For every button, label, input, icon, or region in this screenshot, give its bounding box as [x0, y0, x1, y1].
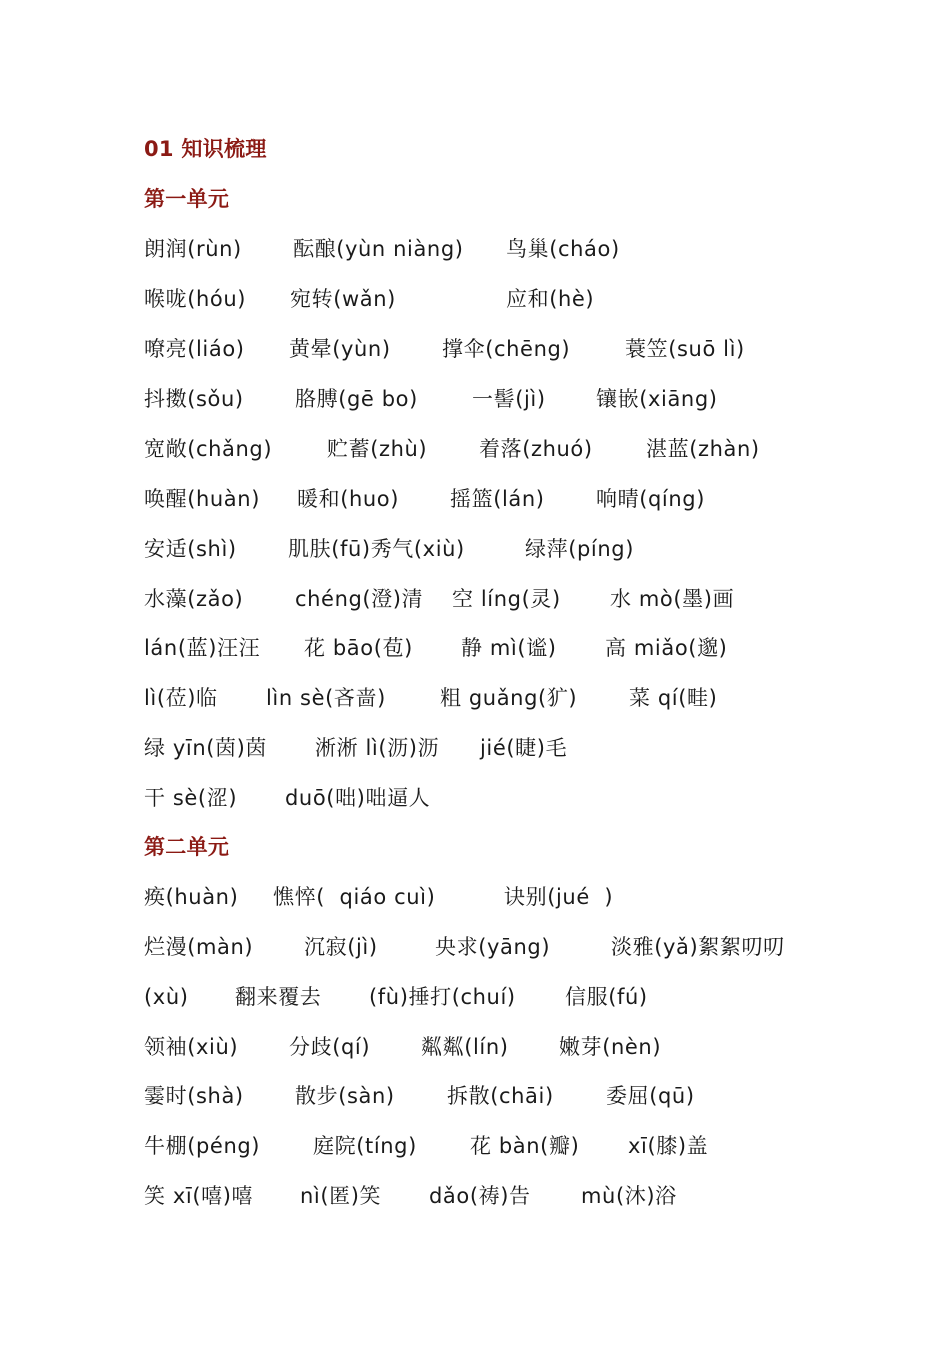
vocab-row: [144, 882, 614, 912]
vocab-item: 着落(zhuó): [479, 437, 593, 461]
vocab-item: 淡雅(yǎ)絮絮叨叨: [611, 935, 785, 959]
vocab-item: 诀别(jué ): [504, 885, 614, 909]
vocab-item: 抖擞(sǒu): [144, 387, 244, 411]
vocab-item: 憔悴( qiáo cuì): [273, 885, 436, 909]
vocab-item: 摇篮(lán): [450, 487, 545, 511]
vocab-item: 沉寂(jì): [304, 935, 378, 959]
vocab-item: 高 miǎo(邈): [605, 636, 728, 660]
vocab-row: [144, 484, 705, 514]
vocab-item: nì(匿)笑: [300, 1184, 382, 1208]
vocab-item: 菜 qí(畦): [629, 686, 718, 710]
vocab-item: 散步(sàn): [295, 1084, 395, 1108]
vocab-item: 笑 xī(嘻)嘻: [144, 1184, 254, 1208]
vocab-row: [144, 1131, 709, 1161]
vocab-item: 水藻(zǎo): [144, 587, 244, 611]
vocab-item: 拆散(chāi): [447, 1084, 554, 1108]
unit-1-heading: 第一单元: [144, 187, 230, 211]
vocab-item: 暖和(huo): [297, 487, 400, 511]
vocab-row: [144, 932, 785, 962]
vocab-item: 酝酿(yùn niàng): [293, 237, 464, 261]
vocab-item: 喉咙(hóu): [144, 287, 247, 311]
vocab-item: 痪(huàn): [144, 885, 239, 909]
vocab-item: 分歧(qí): [289, 1035, 371, 1059]
vocab-item: 响晴(qíng): [596, 487, 705, 511]
vocab-item: 粗 guǎng(犷): [440, 686, 578, 710]
vocab-item: 湛蓝(zhàn): [646, 437, 760, 461]
vocab-item: 庭院(tíng): [313, 1134, 417, 1158]
vocab-row: [144, 384, 718, 414]
vocab-row: [144, 683, 718, 713]
vocab-row: [144, 633, 728, 663]
vocab-row: [144, 284, 595, 314]
vocab-item: 绿萍(píng): [525, 537, 634, 561]
vocab-item: lán(蓝)汪汪: [144, 636, 261, 660]
vocab-item: lì(莅)临: [144, 686, 218, 710]
vocab-item: duō(咄)咄逼人: [285, 786, 431, 810]
vocab-row: [144, 334, 745, 364]
vocab-item: 一髻(jì): [472, 387, 546, 411]
vocab-item: 鸟巢(cháo): [506, 237, 620, 261]
vocab-row: [144, 733, 568, 763]
vocab-row: [144, 1032, 662, 1062]
vocab-item: 胳膊(gē bo): [295, 387, 418, 411]
vocab-item: 安适(shì): [144, 537, 237, 561]
vocab-item: dǎo(祷)告: [429, 1184, 531, 1208]
vocab-item: 委屈(qū): [606, 1084, 695, 1108]
vocab-item: 央求(yāng): [435, 935, 551, 959]
vocab-item: 宽敞(chǎng): [144, 437, 273, 461]
vocab-item: 朗润(rùn): [144, 237, 242, 261]
vocab-row: [144, 783, 431, 813]
vocab-item: 蓑笠(suō lì): [625, 337, 745, 361]
vocab-row: [144, 584, 735, 614]
vocab-item: xī(膝)盖: [628, 1134, 709, 1158]
vocab-item: 翻来覆去: [235, 985, 322, 1009]
vocab-item: 黄晕(yùn): [289, 337, 391, 361]
vocab-row: [144, 982, 648, 1012]
vocab-item: 唤醒(huàn): [144, 487, 260, 511]
vocab-item: jié(睫)毛: [480, 736, 568, 760]
vocab-item: 嫩芽(nèn): [559, 1035, 662, 1059]
unit-2-heading: 第二单元: [144, 835, 230, 859]
vocab-item: mù(沐)浴: [581, 1184, 677, 1208]
vocab-item: 应和(hè): [506, 287, 595, 311]
vocab-row: [144, 234, 620, 264]
vocab-item: 嘹亮(liáo): [144, 337, 245, 361]
vocab-item: lìn sè(吝啬): [266, 686, 386, 710]
vocab-item: 花 bàn(瓣): [470, 1134, 580, 1158]
vocab-item: 静 mì(谧): [461, 636, 557, 660]
vocab-item: 干 sè(涩): [144, 786, 238, 810]
vocab-item: 绿 yīn(茵)茵: [144, 736, 268, 760]
vocab-item: 水 mò(墨)画: [610, 587, 735, 611]
vocab-item: chéng(澄)清: [295, 587, 424, 611]
vocab-item: 粼粼(lín): [421, 1035, 509, 1059]
vocab-row: [144, 1181, 677, 1211]
vocab-item: 淅淅 lì(沥)沥: [315, 736, 440, 760]
vocab-item: 霎时(shà): [144, 1084, 244, 1108]
vocab-item: (xù): [144, 985, 189, 1009]
vocab-item: (fù)捶打(chuí): [369, 985, 516, 1009]
vocab-item: 信服(fú): [565, 985, 648, 1009]
section-title: 01 知识梳理: [144, 137, 267, 161]
vocab-item: 领袖(xiù): [144, 1035, 239, 1059]
vocab-row: [144, 1081, 695, 1111]
vocab-row: [144, 534, 634, 564]
vocab-item: 空 líng(灵): [452, 587, 561, 611]
vocab-item: 烂漫(màn): [144, 935, 254, 959]
vocab-item: 花 bāo(苞): [304, 636, 413, 660]
vocab-item: 贮蓄(zhù): [327, 437, 428, 461]
vocab-item: 牛棚(péng): [144, 1134, 261, 1158]
vocab-item: 宛转(wǎn): [290, 287, 396, 311]
vocab-item: 肌肤(fū)秀气(xiù): [288, 537, 465, 561]
vocab-row: [144, 434, 760, 464]
vocab-item: 镶嵌(xiāng): [596, 387, 718, 411]
vocab-item: 撑伞(chēng): [442, 337, 571, 361]
